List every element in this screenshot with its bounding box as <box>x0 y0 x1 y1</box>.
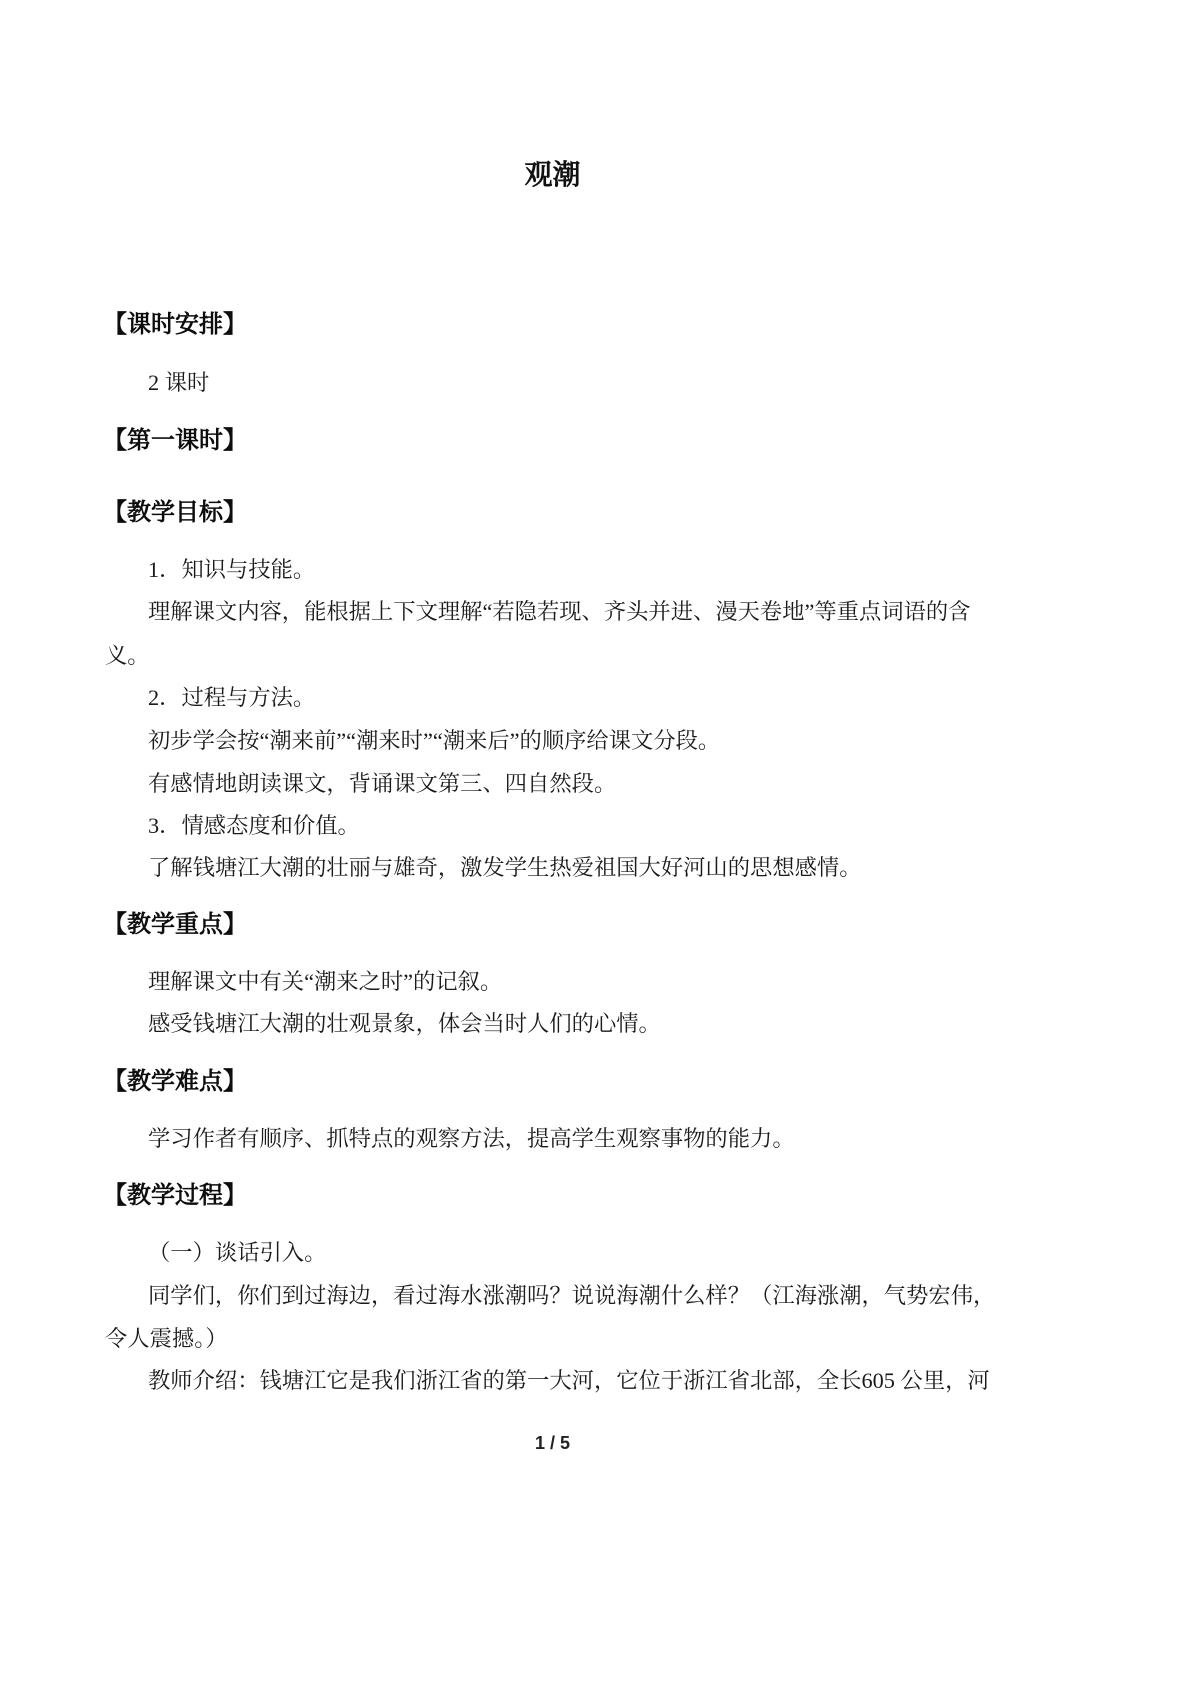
body-line: 有感情地朗读课文，背诵课文第三、四自然段。 <box>148 771 617 796</box>
heading-teaching-focus: 【教学重点】 <box>103 910 247 938</box>
continuation-line: 义。 <box>105 643 150 668</box>
objective-item-title: 3．情感态度和价值。 <box>148 813 360 838</box>
page-number-footer: 1 / 5 <box>534 1433 571 1453</box>
body-line: 教师介绍：钱塘江它是我们浙江省的第一大河，它位于浙江省北部，全长605 公里，河 <box>148 1368 990 1393</box>
body-line: 理解课文内容，能根据上下文理解“若隐若现、齐头并进、漫天卷地”等重点词语的含 <box>148 599 971 624</box>
objective-item-title: 2．过程与方法。 <box>148 685 316 710</box>
heading-teaching-objectives: 【教学目标】 <box>103 498 247 526</box>
body-line: 了解钱塘江大潮的壮丽与雄奇，激发学生热爱祖国大好河山的思想感情。 <box>148 855 862 880</box>
heading-first-lesson: 【第一课时】 <box>103 426 247 454</box>
process-step-title: （一）谈话引入。 <box>148 1240 327 1265</box>
body-line: 学习作者有顺序、抓特点的观察方法，提高学生观察事物的能力。 <box>148 1126 795 1151</box>
body-line: 2 课时 <box>148 370 210 395</box>
body-line: 同学们，你们到过海边，看过海水涨潮吗？说说海潮什么样？（江海涨潮，气势宏伟， <box>148 1283 996 1308</box>
continuation-line: 令人震撼。） <box>105 1326 228 1351</box>
document-title: 观潮 <box>524 158 581 191</box>
heading-class-schedule: 【课时安排】 <box>103 310 247 338</box>
heading-teaching-difficulty: 【教学难点】 <box>103 1067 247 1095</box>
objective-item-title: 1．知识与技能。 <box>148 557 316 582</box>
body-line: 感受钱塘江大潮的壮观景象，体会当时人们的心情。 <box>148 1011 661 1036</box>
body-line: 理解课文中有关“潮来之时”的记叙。 <box>148 969 503 994</box>
body-line: 初步学会按“潮来前”“潮来时”“潮来后”的顺序给课文分段。 <box>148 728 721 753</box>
heading-teaching-process: 【教学过程】 <box>103 1181 247 1209</box>
